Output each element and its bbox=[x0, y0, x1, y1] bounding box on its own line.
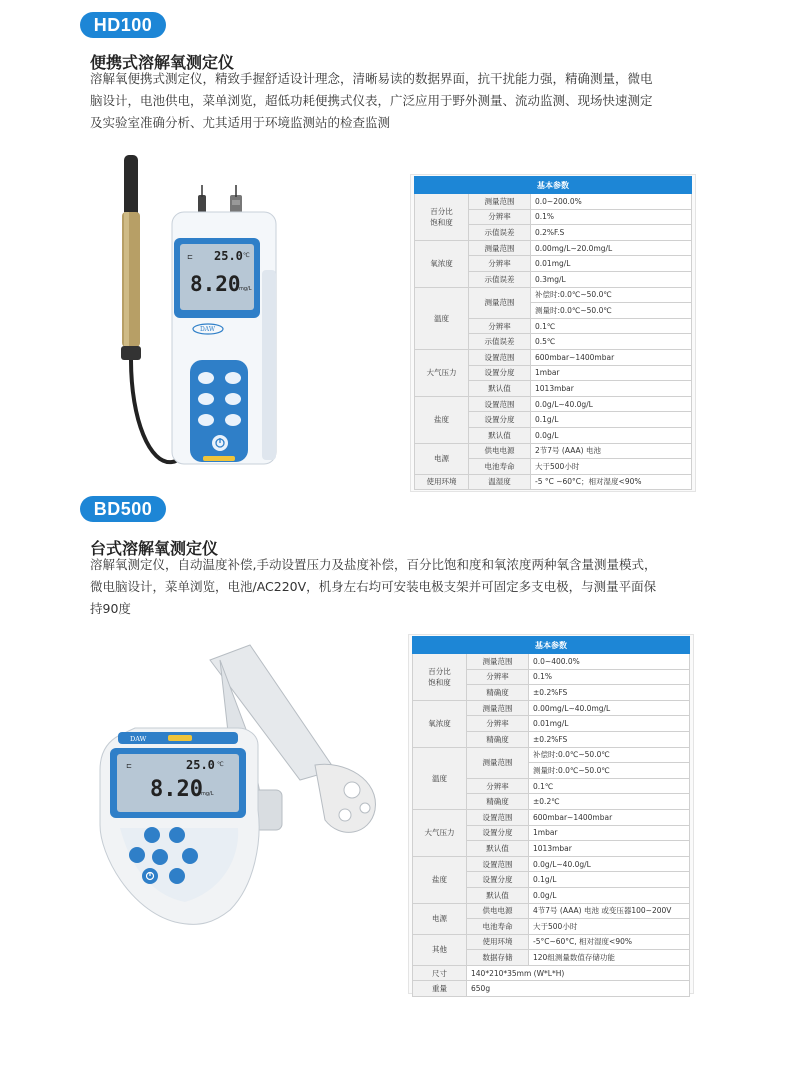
param-name: 分辨率 bbox=[469, 318, 531, 334]
param-name: 测量范围 bbox=[467, 654, 529, 670]
param-value: 大于500小时 bbox=[531, 459, 692, 475]
display-temp: 25.0 bbox=[214, 249, 243, 263]
param-value: 1013mbar bbox=[529, 841, 690, 857]
spec-table-body bbox=[415, 177, 692, 490]
product-title: 台式溶解氧测定仪 bbox=[90, 539, 219, 558]
param-value: 0.1℃ bbox=[531, 318, 692, 334]
bd500-device-image bbox=[90, 640, 390, 930]
param-name: 设置分度 bbox=[469, 365, 531, 381]
param-value: 测量时:0.0℃~50.0℃ bbox=[529, 763, 690, 779]
param-value: 0.2%F.S bbox=[531, 225, 692, 241]
param-value: 1013mbar bbox=[531, 381, 692, 397]
param-name: 测量范围 bbox=[467, 747, 529, 778]
param-value: 0.3mg/L bbox=[531, 271, 692, 287]
table-row bbox=[413, 700, 690, 716]
param-value: ±0.2%FS bbox=[529, 685, 690, 701]
product-title: 便携式溶解氧测定仪 bbox=[90, 53, 235, 72]
table-row bbox=[415, 287, 692, 303]
param-name: 供电电源 bbox=[469, 443, 531, 459]
param-name: 默认值 bbox=[467, 887, 529, 903]
param-name: 分辨率 bbox=[467, 669, 529, 685]
table-row bbox=[413, 747, 690, 763]
param-name: 默认值 bbox=[469, 427, 531, 443]
param-value: 600mbar~1400mbar bbox=[529, 809, 690, 825]
param-name: 电池寿命 bbox=[467, 919, 529, 935]
param-name: 测量范围 bbox=[467, 700, 529, 716]
spec-table bbox=[414, 176, 692, 490]
param-value: 0.00mg/L~40.0mg/L bbox=[529, 700, 690, 716]
param-group: 温度 bbox=[413, 747, 467, 809]
table-row bbox=[415, 443, 692, 459]
table-row bbox=[413, 903, 690, 919]
param-value: 2节7号 (AAA) 电池 bbox=[531, 443, 692, 459]
svg-text:℃: ℃ bbox=[217, 761, 224, 768]
param-name: 设置范围 bbox=[467, 809, 529, 825]
param-value: ±0.2%FS bbox=[529, 731, 690, 747]
param-value: 0.00mg/L~20.0mg/L bbox=[531, 240, 692, 256]
desc-line: 脑设计，电池供电，菜单浏览，超低功耗便携式仪表，广泛应用于野外测量、流动监测、现场快速测定 bbox=[90, 93, 653, 108]
param-group: 尺寸 bbox=[413, 965, 467, 981]
table-row bbox=[415, 194, 692, 210]
param-name: 精确度 bbox=[467, 685, 529, 701]
param-name: 默认值 bbox=[469, 381, 531, 397]
svg-text:mg/L: mg/L bbox=[201, 791, 214, 797]
param-name: 测量范围 bbox=[469, 240, 531, 256]
param-name: 分辨率 bbox=[467, 716, 529, 732]
param-value: 补偿时:0.0℃~50.0℃ bbox=[529, 747, 690, 763]
param-name: 示值误差 bbox=[469, 334, 531, 350]
param-name: 测量范围 bbox=[469, 287, 531, 318]
param-value: 0.1g/L bbox=[529, 872, 690, 888]
param-group: 氧浓度 bbox=[413, 700, 467, 747]
param-value: 0.5℃ bbox=[531, 334, 692, 350]
param-name: 供电电源 bbox=[467, 903, 529, 919]
desc-line: 溶解氧便携式测定仪，精致手握舒适设计理念，清晰易读的数据界面，抗干扰能力强，精确测量，微电 bbox=[90, 71, 653, 86]
param-name: 电池寿命 bbox=[469, 459, 531, 475]
table-row bbox=[415, 240, 692, 256]
param-value: 0.0g/L~40.0g/L bbox=[529, 856, 690, 872]
display-reading: 8.20 bbox=[150, 777, 203, 802]
param-group: 大气压力 bbox=[415, 349, 469, 396]
param-name: 设置范围 bbox=[469, 396, 531, 412]
svg-text:mg/L: mg/L bbox=[239, 286, 252, 292]
table-header: 基本参数 bbox=[415, 177, 692, 194]
param-value: ±0.2℃ bbox=[529, 794, 690, 810]
param-value: 补偿时:0.0℃~50.0℃ bbox=[531, 287, 692, 303]
param-value: 120组测量数值存储功能 bbox=[529, 950, 690, 966]
desc-line: 微电脑设计，菜单浏览，电池/AC220V，机身左右均可安装电极支架并可固定多支电极，与测量平面保 bbox=[90, 579, 657, 594]
param-value: 0.0~400.0% bbox=[529, 654, 690, 670]
param-value: 大于500小时 bbox=[529, 919, 690, 935]
display-temp: 25.0 bbox=[186, 758, 215, 772]
param-value: 测量时:0.0℃~50.0℃ bbox=[531, 303, 692, 319]
table-row bbox=[413, 856, 690, 872]
param-name: 设置范围 bbox=[467, 856, 529, 872]
param-value: 0.01mg/L bbox=[529, 716, 690, 732]
param-value: 0.01mg/L bbox=[531, 256, 692, 272]
param-value: 0.0g/L bbox=[529, 887, 690, 903]
param-name: 温湿度 bbox=[469, 474, 531, 490]
param-name: 测量范围 bbox=[469, 194, 531, 210]
param-value: 0.1g/L bbox=[531, 412, 692, 428]
table-row bbox=[415, 396, 692, 412]
spec-table-body bbox=[413, 637, 690, 997]
table-row bbox=[413, 809, 690, 825]
param-group: 盐度 bbox=[415, 396, 469, 443]
param-name: 精确度 bbox=[467, 794, 529, 810]
table-row bbox=[413, 934, 690, 950]
section-tag: BD500 bbox=[80, 496, 166, 522]
param-value: 0.1% bbox=[531, 209, 692, 225]
param-value: 0.0g/L bbox=[531, 427, 692, 443]
param-value: 0.0g/L~40.0g/L bbox=[531, 396, 692, 412]
param-group: 百分比 饱和度 bbox=[415, 194, 469, 241]
brand-logo: DAW bbox=[200, 326, 216, 333]
param-name: 分辨率 bbox=[469, 209, 531, 225]
table-row bbox=[415, 349, 692, 365]
param-name: 设置范围 bbox=[469, 349, 531, 365]
param-group: 氧浓度 bbox=[415, 240, 469, 287]
param-name: 设置分度 bbox=[467, 872, 529, 888]
param-group: 其他 bbox=[413, 934, 467, 965]
param-value: 1mbar bbox=[531, 365, 692, 381]
param-group: 百分比 饱和度 bbox=[413, 654, 467, 701]
param-group: 盐度 bbox=[413, 856, 467, 903]
param-value: -5°C~60°C, 相对湿度<90% bbox=[529, 934, 690, 950]
param-name: 默认值 bbox=[467, 841, 529, 857]
param-group: 温度 bbox=[415, 287, 469, 349]
param-value: 650g bbox=[467, 981, 690, 997]
svg-text:⊏: ⊏ bbox=[126, 762, 132, 770]
param-name: 使用环境 bbox=[467, 934, 529, 950]
hd100-device-image bbox=[110, 150, 290, 480]
param-name: 精确度 bbox=[467, 731, 529, 747]
param-group: 使用环境 bbox=[415, 474, 469, 490]
param-value: 0.1℃ bbox=[529, 778, 690, 794]
desc-line: 溶解氧测定仪，自动温度补偿,手动设置压力及盐度补偿，百分比饱和度和氧浓度两种氧含量测量模式， bbox=[90, 557, 657, 572]
param-value: 4节7号 (AAA) 电池 或变压器100~200V bbox=[529, 903, 690, 919]
param-name: 设置分度 bbox=[467, 825, 529, 841]
param-group: 大气压力 bbox=[413, 809, 467, 856]
param-value: -5 °C ~60°C；相对湿度<90% bbox=[531, 474, 692, 490]
brand-logo: DAW bbox=[130, 735, 147, 743]
spec-table bbox=[412, 636, 690, 997]
param-value: 0.0~200.0% bbox=[531, 194, 692, 210]
param-value: 0.1% bbox=[529, 669, 690, 685]
section-tag: HD100 bbox=[80, 12, 166, 38]
table-row bbox=[415, 474, 692, 490]
param-name: 示值误差 bbox=[469, 271, 531, 287]
svg-text:℃: ℃ bbox=[243, 252, 250, 259]
param-value: 140*210*35mm (W*L*H) bbox=[467, 965, 690, 981]
param-group: 重量 bbox=[413, 981, 467, 997]
param-name: 数据存储 bbox=[467, 950, 529, 966]
table-header: 基本参数 bbox=[413, 637, 690, 654]
param-name: 分辨率 bbox=[467, 778, 529, 794]
param-value: 1mbar bbox=[529, 825, 690, 841]
table-row bbox=[413, 965, 690, 981]
table-row bbox=[413, 981, 690, 997]
product-description bbox=[90, 68, 700, 134]
param-group: 电源 bbox=[415, 443, 469, 474]
table-row bbox=[413, 654, 690, 670]
svg-text:⊏: ⊏ bbox=[187, 253, 193, 261]
table-header-row bbox=[415, 177, 692, 194]
param-name: 示值误差 bbox=[469, 225, 531, 241]
param-group: 电源 bbox=[413, 903, 467, 934]
table-header-row bbox=[413, 637, 690, 654]
param-name: 分辨率 bbox=[469, 256, 531, 272]
param-name: 设置分度 bbox=[469, 412, 531, 428]
desc-line: 持90度 bbox=[90, 601, 131, 616]
product-description bbox=[90, 554, 700, 620]
display-reading: 8.20 bbox=[190, 272, 241, 296]
param-value: 600mbar~1400mbar bbox=[531, 349, 692, 365]
desc-line: 及实验室准确分析、尤其适用于环境监测站的检查监测 bbox=[90, 115, 391, 130]
